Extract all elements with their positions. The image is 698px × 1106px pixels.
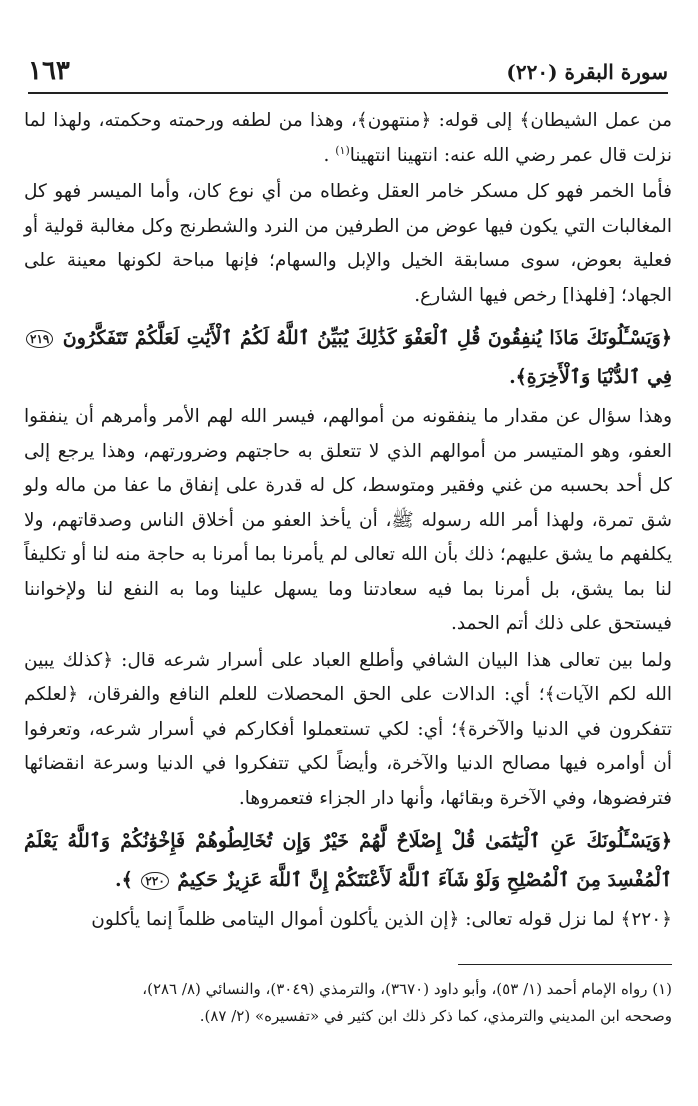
ayah-number-219: ٢١٩ bbox=[26, 330, 53, 348]
quran-verse-220-text: ﴿وَيَسْـَٔلُونَكَ عَنِ ٱلْيَتَٰمَىٰ قُلْ إِصْلَاحٌ لَّهُمْ خَيْرٌ وَإِن تُخَالِطُوهُمْ فَإِخْوَٰنُكُمْ وَٱللَّهُ يَعْلَمُ ٱلْمُفْسِدَ مِنَ ٱلْمُصْلِحِ وَلَوْ شَآءَ ٱللَّهُ لَأَعْنَتَكُمْ إِنَّ ٱللَّهَ عَزِيزٌ حَكِيمٌ bbox=[24, 830, 672, 891]
ayah-number-220: ٢٢٠ bbox=[141, 872, 168, 890]
footnote-line-2: وصححه ابن المديني والترمذي، كما ذكر ذلك ابن كثير في «تفسيره» (٢/ ٨٧). bbox=[199, 1007, 672, 1025]
paragraph-1-text: من عمل الشيطان﴾ إلى قوله: ﴿منتهون﴾، وهذا من لطفه ورحمته وحكمته، ولهذا لما نزلت قال عمر رضي الله عنه: انتهينا انتهينا bbox=[24, 110, 672, 166]
paragraph-4: ولما بين تعالى هذا البيان الشافي وأطلع العباد على أسرار شرعه قال: ﴿كذلك يبين الله لكم الآيات﴾؛ أي: الدالات على الحق المحصلات للعلم النافع والفرقان، ﴿لعلكم تتفكرون في الدنيا والآخرة﴾؛ أي: لكي تستعملوا أفكاركم في أسرار شرعه، وتعرفوا أن أوامره فيها مصالح الدنيا والآخرة، وأيضاً لكي تتفكروا في الدنيا وسرعة انقضائها فترفضوها، وفي الآخرة وبقائها، وأنها دار الجزاء فتعمروها. bbox=[24, 649, 672, 809]
paragraph-2: فأما الخمر فهو كل مسكر خامر العقل وغطاه من أي نوع كان، وأما الميسر فهو كل المغالبات التي يكون فيها عوض من الطرفين من النرد والشطرنج وكل مغالبة قولية أو فعلية بعوض، سوى مسابقة الخيل والإبل والسهام؛ فإنها مباحة لكونها معينة على الجهاد؛ [فلهذا] رخص فيها الشارع. bbox=[24, 181, 672, 306]
footnotes bbox=[26, 976, 672, 1030]
page-number: ١٦٣ bbox=[28, 56, 70, 86]
page-header bbox=[28, 56, 668, 94]
quran-verse-219-text: ﴿وَيَسْـَٔلُونَكَ مَاذَا يُنفِقُونَ قُلِ ٱلْعَفْوَ كَذَٰلِكَ يُبَيِّنُ ٱللَّهُ لَكُمُ ٱلْأَيَٰتِ لَعَلَّكُمْ تَتَفَكَّرُونَ bbox=[62, 327, 672, 349]
footnote-divider bbox=[458, 964, 672, 965]
paragraph-1 bbox=[24, 104, 672, 173]
quran-verse-219 bbox=[24, 319, 672, 396]
footnote-line-1: (١) رواه الإمام أحمد (١/ ٥٣)، وأبو داود (٣٦٧٠)، والترمذي (٣٠٤٩)، والنسائي (٨/ ٢٨٦)، bbox=[142, 980, 672, 998]
quran-verse-220-end: ﴾. bbox=[115, 868, 133, 891]
paragraph-3: وهذا سؤال عن مقدار ما ينفقونه من أموالهم، فيسر الله لهم الأمر وأمرهم أن ينفقوا العفو، وهو المتيسر من أموالهم الذي لا تتعلق به حاجتهم وضرورتهم، وهذا يرجع إلى كل أحد بحسبه من غني وفقير ومتوسط، كل له قدرة على إنفاق ما عفا من ماله ولو شق تمرة، ولهذا أمر الله رسوله ﷺ، أن يأخذ العفو من أخلاق الناس وصدقاتهم، ولا يكلفهم ما يشق عليهم؛ ذلك بأن الله تعالى لم يأمرنا بما أمرنا به حاجة منه لنا أو تكليفاً لنا بما يشق، بل أمرنا بما فيه سعادتنا وما يسهل علينا وما به النفع لنا ولإخواننا فيستحق على ذلك أتم الحمد. bbox=[24, 406, 672, 634]
quran-verse-220 bbox=[24, 822, 672, 899]
page-body bbox=[24, 104, 672, 938]
paragraph-1-end: . bbox=[323, 144, 330, 166]
quran-verse-219-end: فِي ٱلدُّنْيَا وَٱلْأَخِرَةِ﴾. bbox=[509, 365, 672, 388]
surah-label: سورة البقرة (٢٢٠) bbox=[506, 60, 668, 84]
paragraph-5: ﴿٢٢٠﴾ لما نزل قوله تعالى: ﴿إن الذين يأكلون أموال اليتامى ظلماً إنما يأكلون bbox=[91, 909, 672, 930]
footnote-marker: (١) bbox=[335, 143, 350, 157]
